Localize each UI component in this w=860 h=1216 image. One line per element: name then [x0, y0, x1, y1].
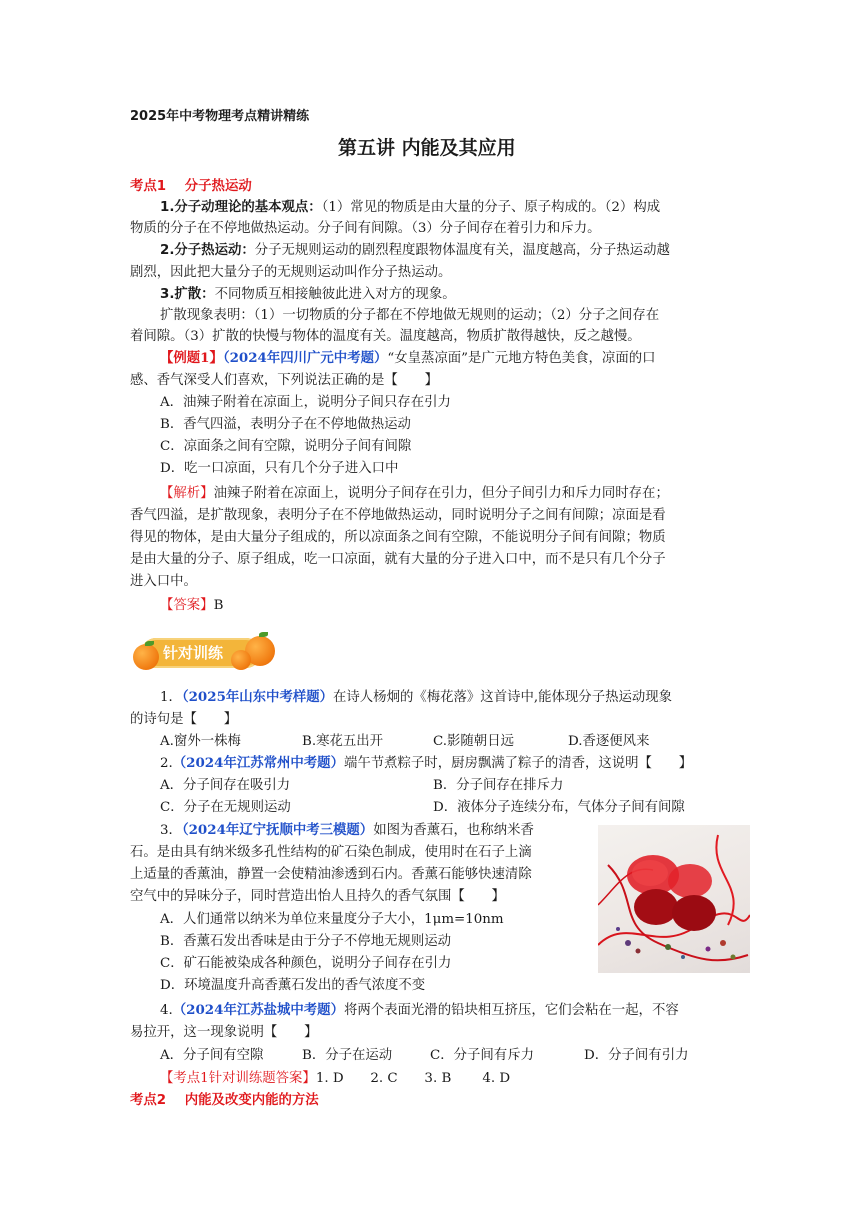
question-number: 4.: [160, 1003, 173, 1018]
paragraph-2-line-2: 剧烈，因此把大量分子的无规则运动叫作分子热运动。: [130, 265, 452, 280]
q3-option-a: A．人们通常以纳米为单位来量度分子大小，1μm=10nm: [160, 912, 504, 927]
aroma-stone-illustration: [598, 825, 750, 973]
analysis-label: 【解析】: [160, 486, 214, 501]
question-text: 将两个表面光滑的铅块相互挤压，它们会粘在一起，不容: [343, 1003, 679, 1018]
aroma-stone-photo: [598, 825, 750, 973]
question-text: 如图为香薰石，也称纳米香: [373, 823, 534, 838]
answer-label: 【答案】: [160, 598, 214, 613]
q4-option-b: B．分子在运动: [302, 1048, 393, 1063]
question-3-line-4: 空气中的异味分子，同时营造出怡人且持久的香气氛围【 】: [130, 889, 505, 904]
orange-icon: [231, 650, 251, 670]
question-text: 在诗人杨炯的《梅花落》这首诗中,能体现分子热运动现象: [333, 690, 673, 705]
q1-option-c: C.影随朝日远: [433, 734, 514, 749]
example-source: （2024年四川广元中考题）: [222, 350, 388, 366]
q4-option-c: C．分子间有斥力: [430, 1048, 534, 1063]
text: 不同物质互相接触彼此进入对方的现象。: [214, 287, 456, 302]
q3-option-c: C．矿石能被染成各种颜色，说明分子间存在引力: [160, 956, 452, 971]
analysis-line-3: 得见的物体，是由大量分子组成的，所以凉面条之间有空隙，不能说明分子间有间隙；物质: [130, 530, 666, 545]
paragraph-4-line-2: 着间隙。（3）扩散的快慢与物体的温度有关。温度越高，物质扩散得越快，反之越慢。: [130, 329, 641, 344]
q2-option-d: D．液体分子连续分布，气体分子间有间隙: [433, 800, 685, 815]
example-text: “女皇蒸凉面”是广元地方特色美食，凉面的口: [387, 351, 656, 366]
question-source: （2024年辽宁抚顺中考三模题）: [181, 822, 374, 838]
text: （1）常见的物质是由大量的分子、原子构成的。（2）构成: [321, 200, 661, 215]
example-1-line-2: 感、香气深受人们喜欢，下列说法正确的是【 】: [130, 373, 438, 388]
question-1-line-1: [160, 687, 770, 709]
example-label: 【例题1】: [160, 350, 223, 366]
text: 分子无规则运动的剧烈程度跟物体温度有关，温度越高，分子热运动越: [254, 243, 670, 258]
section-heading-2: [130, 1090, 319, 1112]
section-heading-1: [130, 176, 252, 198]
leaf-icon: [259, 632, 268, 637]
orange-icon: [133, 644, 159, 670]
term: 3.扩散：: [160, 287, 215, 302]
analysis-text: 油辣子附着在凉面上，说明分子间存在引力，但分子间引力和斥力同时存在；: [213, 486, 669, 501]
section-label: 考点1: [130, 179, 167, 194]
question-2-line-1: [160, 753, 770, 775]
term: 1.分子动理论的基本观点：: [160, 200, 322, 215]
question-number: 2.: [160, 756, 173, 771]
term: 2.分子热运动：: [160, 243, 255, 258]
answer-line: [160, 595, 770, 617]
q2-option-a: A．分子间存在吸引力: [160, 778, 291, 793]
question-source: （2024年江苏常州中考题）: [172, 755, 344, 771]
training-answers: [160, 1068, 770, 1090]
analysis-line-2: 香气四溢，是扩散现象，表明分子在不停地做热运动，同时说明分子之间有间隙；凉面是看: [130, 508, 666, 523]
page-title: 第五讲 内能及其应用: [338, 137, 516, 159]
section-label: 考点2: [130, 1093, 167, 1108]
question-4-line-1: [160, 1000, 770, 1022]
question-text: 端午节煮粽子时，厨房飘满了粽子的清香，这说明【 】: [343, 756, 693, 771]
example-option-d: D．吃一口凉面，只有几个分子进入口中: [160, 461, 399, 476]
question-source: （2025年山东中考样题）: [181, 689, 334, 705]
analysis-line-4: 是由大量的分子、原子组成，吃一口凉面，就有大量的分子进入口中，而不是只有几个分子: [130, 552, 666, 567]
leaf-icon: [145, 641, 154, 646]
q1-option-a: A.窗外一株梅: [160, 734, 241, 749]
badge-label: 针对训练: [163, 644, 224, 662]
question-number: 3．: [160, 823, 182, 838]
paragraph-1-line-2: 物质的分子在不停地做热运动。分子间有间隙。（3）分子间存在着引力和斥力。: [130, 221, 601, 236]
section-name: 内能及改变内能的方法: [184, 1093, 319, 1108]
question-3-line-1: [160, 820, 600, 842]
analysis-line-1: [160, 483, 770, 505]
example-1-line-1: [160, 348, 770, 370]
answer-value: B: [213, 598, 224, 613]
question-number: 1．: [160, 690, 182, 705]
q3-option-d: D．环境温度升高香薰石发出的香气浓度不变: [160, 978, 426, 993]
paragraph-1-line-1: [160, 197, 770, 219]
q4-option-d: D．分子间有引力: [584, 1048, 689, 1063]
training-badge: [133, 630, 278, 676]
example-option-b: B．香气四溢，表明分子在不停地做热运动: [160, 417, 411, 432]
q1-option-d: D.香逐便风来: [568, 734, 650, 749]
document-header: 2025年中考物理考点精讲精练: [130, 109, 310, 124]
question-3-line-3: 上适量的香薰油，静置一会使精油渗透到石内。香薰石能够快速清除: [130, 867, 532, 882]
question-3-line-2: 石。是由具有纳米级多孔性结构的矿石染色制成，使用时在石子上滴: [130, 845, 532, 860]
question-1-line-2: 的诗句是【 】: [130, 712, 238, 727]
answers-label: 【考点1针对训练题答案】: [160, 1071, 316, 1086]
paragraph-4-line-1: 扩散现象表明：（1）一切物质的分子都在不停地做无规则的运动；（2）分子之间存在: [160, 308, 660, 323]
q2-option-b: B．分子间存在排斥力: [433, 778, 564, 793]
section-name: 分子热运动: [184, 179, 252, 194]
paragraph-2-line-1: [160, 240, 770, 262]
q4-option-a: A．分子间有空隙: [160, 1048, 264, 1063]
question-source: （2024年江苏盐城中考题）: [172, 1002, 344, 1018]
answers-text: 1. D 2. C 3. B 4. D: [315, 1071, 511, 1086]
q1-option-b: B.寒花五出开: [302, 734, 384, 749]
analysis-line-5: 进入口中。: [130, 574, 197, 589]
example-option-c: C．凉面条之间有空隙，说明分子间有间隙: [160, 439, 412, 454]
paragraph-3: [160, 284, 770, 306]
q3-option-b: B．香薰石发出香味是由于分子不停地无规则运动: [160, 934, 452, 949]
q2-option-c: C．分子在无规则运动: [160, 800, 291, 815]
example-option-a: A．油辣子附着在凉面上，说明分子间只存在引力: [160, 395, 451, 410]
question-4-line-2: 易拉开，这一现象说明【 】: [130, 1025, 318, 1040]
